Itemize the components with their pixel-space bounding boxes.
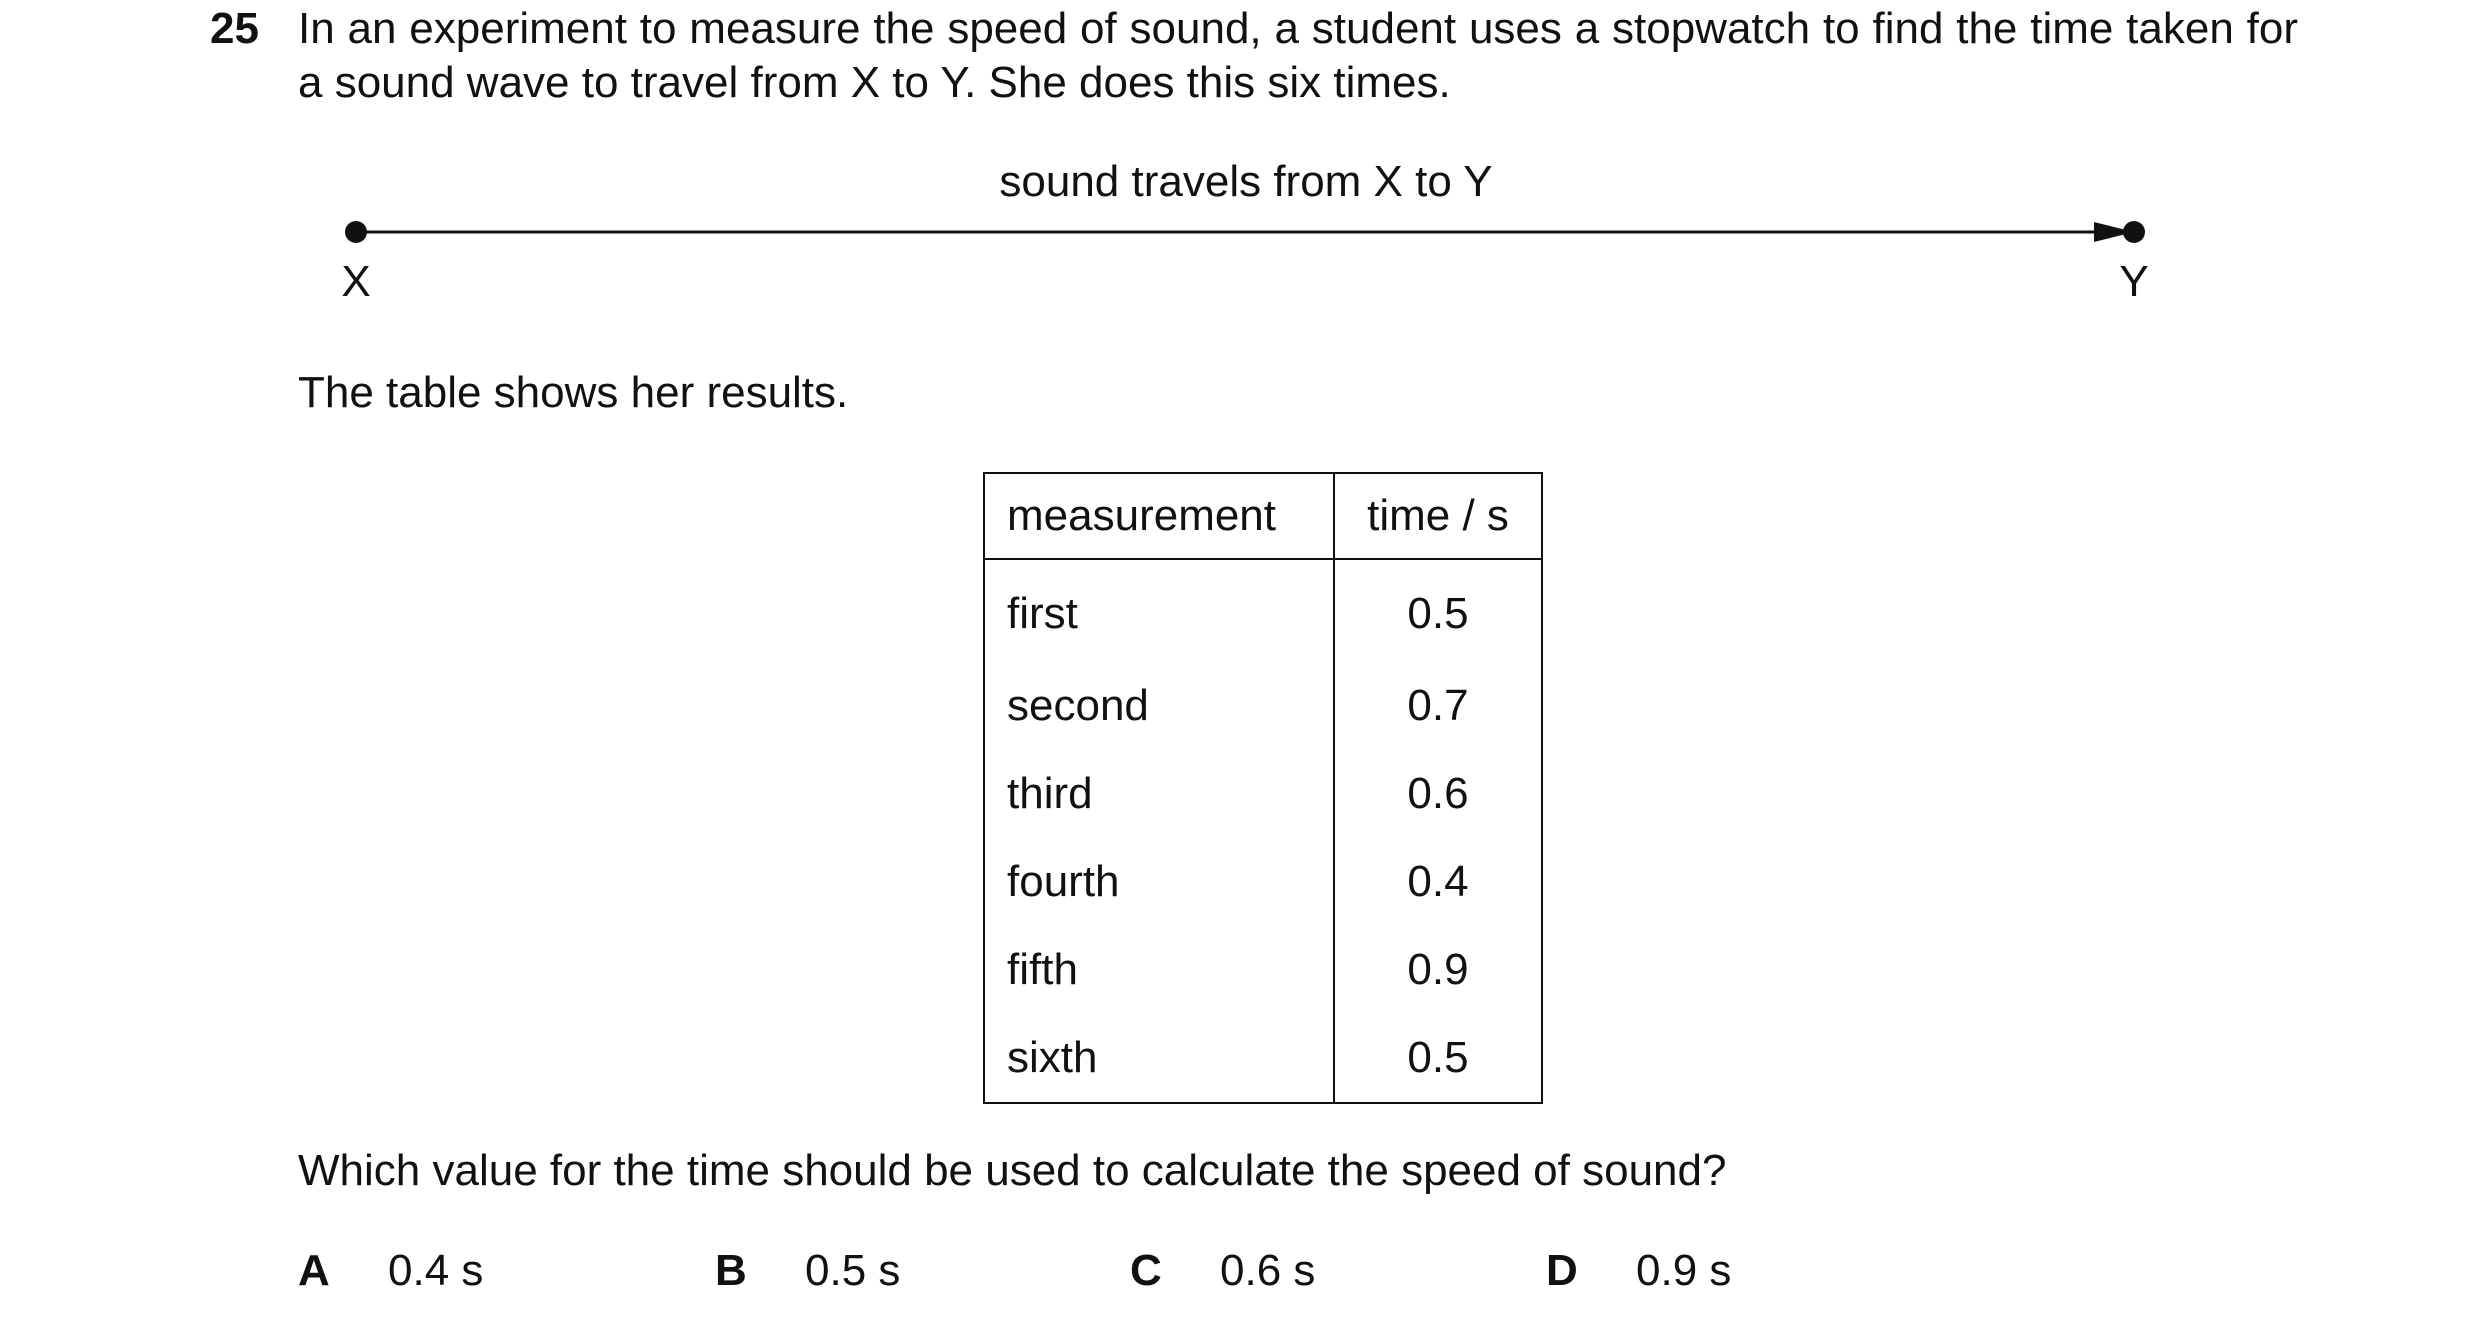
- results-table: [983, 472, 1543, 1104]
- table-intro: The table shows her results.: [298, 368, 849, 417]
- point-x-label: X: [341, 257, 371, 306]
- time-cell: 0.6: [1334, 750, 1542, 838]
- measurement-cell: first: [984, 559, 1334, 662]
- question-prompt: Which value for the time should be used to calculate the speed of sound?: [298, 1146, 1727, 1195]
- table-header-row: [984, 473, 1542, 559]
- sound-path-diagram: [0, 0, 2480, 340]
- option-letter: B: [715, 1246, 747, 1295]
- point-y-label: Y: [2119, 257, 2149, 306]
- option-c[interactable]: [1130, 1244, 1315, 1298]
- option-text: 0.6 s: [1220, 1246, 1316, 1295]
- measurement-cell: sixth: [984, 1014, 1334, 1103]
- time-cell: 0.7: [1334, 662, 1542, 750]
- option-text: 0.9 s: [1636, 1246, 1732, 1295]
- table-row: [984, 559, 1542, 662]
- table-row: [984, 926, 1542, 1014]
- measurement-cell: fourth: [984, 838, 1334, 926]
- time-cell: 0.4: [1334, 838, 1542, 926]
- option-letter: C: [1130, 1246, 1162, 1295]
- question-number: 25: [210, 4, 259, 53]
- option-letter: D: [1546, 1246, 1578, 1295]
- question-stem: In an experiment to measure the speed of sound, a student uses a stopwatch to find the time taken for a sound wave to travel from X to Y. She does this six times.: [298, 4, 2298, 107]
- option-b[interactable]: [715, 1244, 900, 1298]
- time-cell: 0.5: [1334, 1014, 1542, 1103]
- table-row: [984, 750, 1542, 838]
- table-row: [984, 662, 1542, 750]
- option-d[interactable]: [1546, 1244, 1731, 1298]
- header-time: time / s: [1334, 473, 1542, 559]
- table-row: [984, 1014, 1542, 1103]
- diagram-caption: sound travels from X to Y: [999, 157, 1493, 206]
- option-text: 0.5 s: [805, 1246, 901, 1295]
- option-letter: A: [298, 1246, 330, 1295]
- point-y-dot: [2123, 221, 2145, 243]
- table-row: [984, 838, 1542, 926]
- time-cell: 0.9: [1334, 926, 1542, 1014]
- measurement-cell: third: [984, 750, 1334, 838]
- time-cell: 0.5: [1334, 559, 1542, 662]
- measurement-cell: fifth: [984, 926, 1334, 1014]
- option-text: 0.4 s: [388, 1246, 484, 1295]
- measurement-cell: second: [984, 662, 1334, 750]
- point-x-dot: [345, 221, 367, 243]
- header-measurement: measurement: [984, 473, 1334, 559]
- option-a[interactable]: [298, 1244, 483, 1298]
